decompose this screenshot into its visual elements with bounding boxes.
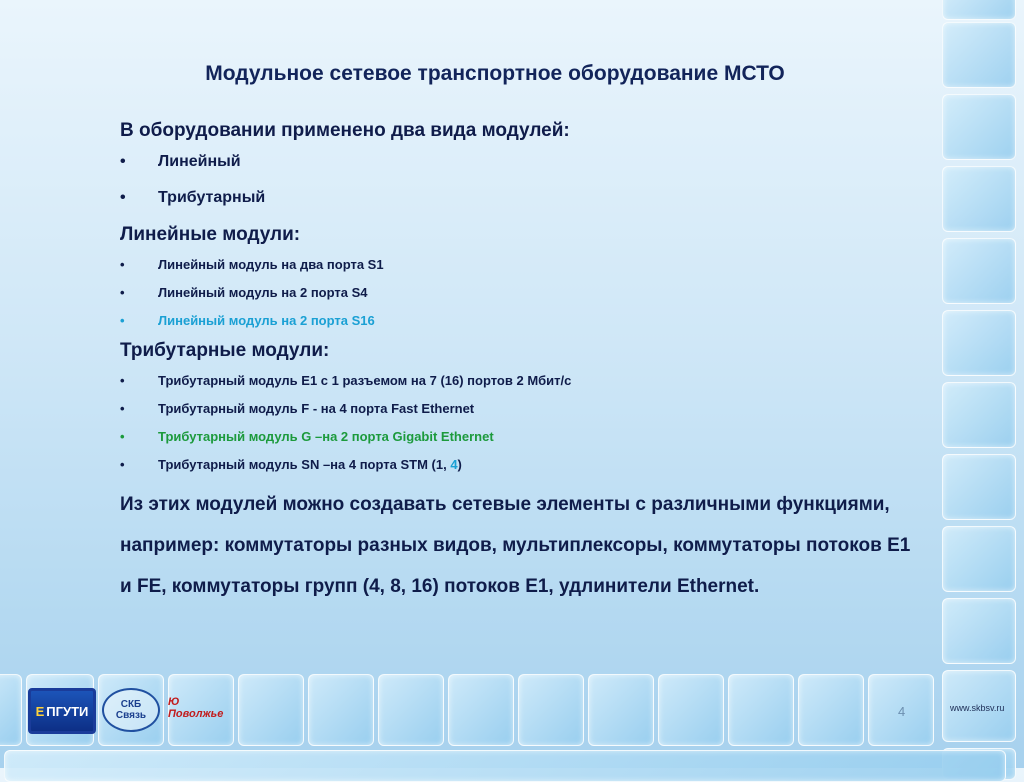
skb-logo-bottom: Связь: [115, 710, 147, 721]
page-number: 4: [898, 704, 906, 719]
yu-logo: Ю Поволжье: [168, 696, 224, 720]
slide-title: Модульное сетевое транспортное оборудование МСТО: [205, 62, 785, 85]
linear-heading: Линейные модули:: [120, 224, 301, 245]
module-type-tributary: Трибутарный: [158, 189, 266, 206]
list-item: [120, 152, 940, 172]
bullet-icon: •: [120, 285, 125, 300]
tributary-item-4-highlight: 4: [450, 457, 458, 472]
tributary-item-4-prefix: Трибутарный модуль SN –на 4 порта STM (1,: [158, 457, 451, 472]
bullet-icon: •: [120, 457, 125, 472]
intro-heading: В оборудовании применено два вида модулей:: [120, 120, 570, 141]
website-link[interactable]: www.skbsv.ru: [950, 703, 1005, 713]
tributary-heading: Трибутарные модули:: [120, 340, 330, 361]
slide-content: [120, 114, 940, 607]
bullet-icon: •: [120, 257, 125, 272]
bullet-icon: •: [120, 429, 125, 444]
pguti-logo: [28, 688, 96, 734]
list-item: [120, 428, 940, 446]
list-item: [120, 400, 940, 418]
decor-right-tiles: [934, 0, 1024, 768]
skb-logo: [102, 688, 160, 732]
tributary-item-2: Трибутарный модуль F - на 4 порта Fast Ethernet: [158, 401, 475, 416]
tributary-item-4-suffix: ): [457, 457, 462, 472]
list-item: [120, 372, 940, 390]
linear-item-2: Линейный модуль на 2 порта S4: [158, 285, 368, 300]
skb-logo-top: СКБ: [120, 699, 142, 710]
pguti-logo-text: ПГУТИ: [46, 703, 89, 719]
bullet-icon: •: [120, 189, 126, 206]
linear-item-3: Линейный модуль на 2 порта S16: [158, 313, 375, 328]
list-item: [120, 312, 940, 330]
tributary-item-1: Трибутарный модуль Е1 с 1 разъемом на 7 (16) портов 2 Мбит/с: [158, 373, 572, 388]
conclusion-text: Из этих модулей можно создавать сетевые элементы с различными функциями, например: коммутаторы разных видов, мультиплексоры, коммутаторы потоков Е1 и FE, коммутаторы групп (4, 8, 16) потоков Е1, удлинители Ethernet.: [120, 494, 911, 597]
linear-item-1: Линейный модуль на два порта S1: [158, 257, 384, 272]
list-item: [120, 188, 940, 208]
list-item: [120, 256, 940, 274]
bullet-icon: •: [120, 153, 126, 170]
bullet-icon: •: [120, 401, 125, 416]
tributary-item-3: Трибутарный модуль G –на 2 порта Gigabit Ethernet: [158, 429, 494, 444]
list-item: [120, 284, 940, 302]
pguti-logo-mark: Е: [35, 703, 45, 719]
list-item: [120, 456, 940, 474]
module-type-linear: Линейный: [158, 153, 241, 170]
bullet-icon: •: [120, 313, 125, 328]
bullet-icon: •: [120, 373, 125, 388]
